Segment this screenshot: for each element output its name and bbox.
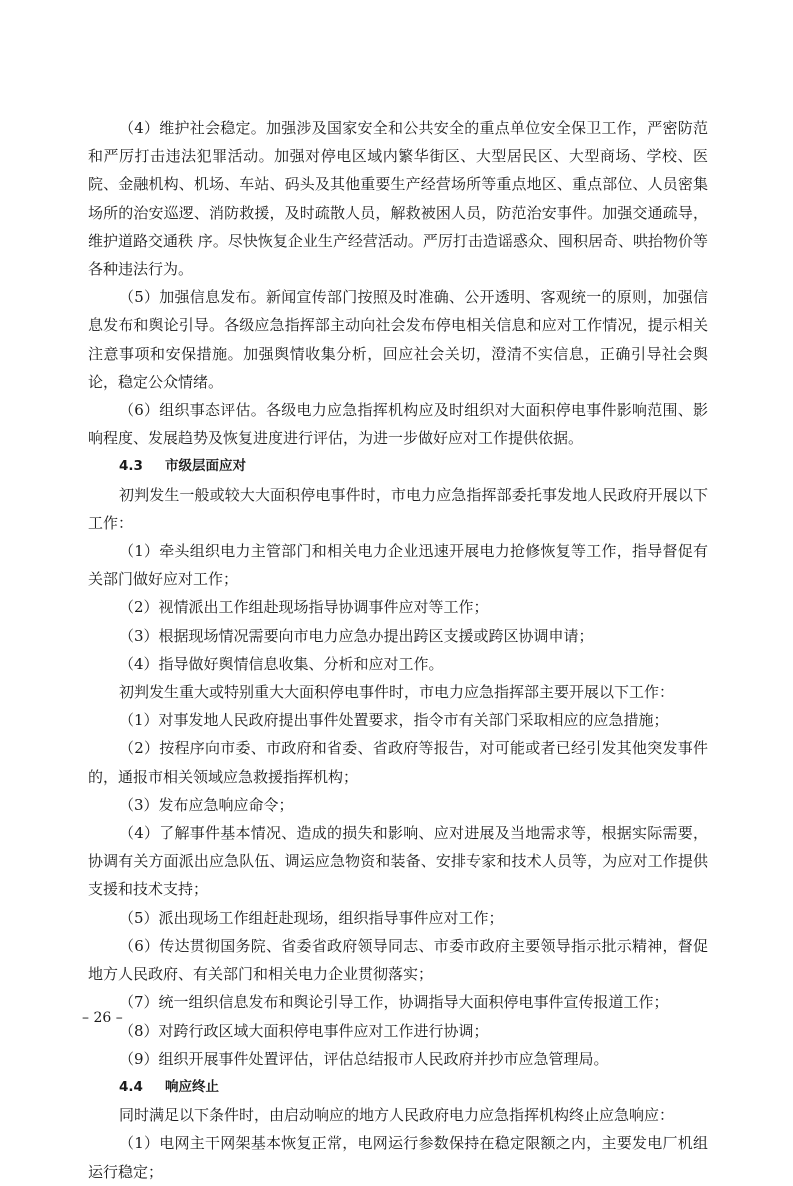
paragraph: （1）对事发地人民政府提出事件处置要求，指令市有关部门采取相应的应急措施； <box>119 711 669 730</box>
paragraph: （9）组织开展事件处置评估，评估总结报市人民政府并抄市应急管理局。 <box>119 1049 609 1068</box>
section-heading <box>88 1073 708 1101</box>
section-title: 市级层面应对 <box>165 458 246 475</box>
paragraph: （7）统一组织信息发布和舆论引导工作，协调指导大面积停电事件宣传报道工作； <box>119 993 669 1012</box>
paragraph: （2）按程序向市委、市政府和省委、省政府等报告，对可能或者已经引发其他突发事件的，通报市相关领域应急救援指挥机构； <box>88 739 708 786</box>
paragraph: （2）视情派出工作组赴现场指导协调事件应对等工作； <box>119 598 489 617</box>
paragraph: （6）组织事态评估。各级电力应急指挥机构应及时组织对大面积停电事件影响范围、影响程度、发展趋势及恢复进度进行评估，为进一步做好应对工作提供依据。 <box>88 401 708 448</box>
document-body <box>88 114 708 1186</box>
paragraph: （5）派出现场工作组赶赴现场，组织指导事件应对工作； <box>119 908 504 927</box>
paragraph: （4）指导做好舆情信息收集、分析和应对工作。 <box>119 654 444 673</box>
paragraph: 初判发生一般或较大大面积停电事件时，市电力应急指挥部委托事发地人民政府开展以下工作： <box>88 485 708 532</box>
paragraph: （3）根据现场情况需要向市电力应急办提出跨区支援或跨区协调申请； <box>119 626 594 645</box>
section-number: 4.3 <box>119 458 143 475</box>
paragraph: （1）电网主干网架基本恢复正常，电网运行参数保持在稳定限额之内，主要发电厂机组运行稳定； <box>88 1134 708 1181</box>
section-title: 响应终止 <box>165 1078 219 1095</box>
paragraph: （1）牵头组织电力主管部门和相关电力企业迅速开展电力抢修恢复等工作，指导督促有关部门做好应对工作； <box>88 542 708 589</box>
paragraph: 初判发生重大或特别重大大面积停电事件时，市电力应急指挥部主要开展以下工作： <box>119 683 675 702</box>
paragraph: （4）了解事件基本情况、造成的损失和影响、应对进展及当地需求等，根据实际需要，协调有关方面派出应急队伍、调运应急物资和装备、安排专家和技术人员等，为应对工作提供支援和技术支持； <box>88 824 708 899</box>
section-heading <box>88 452 708 480</box>
paragraph: （3）发布应急响应命令； <box>119 795 294 814</box>
paragraph: （8）对跨行政区域大面积停电事件应对工作进行协调； <box>119 1021 489 1040</box>
page-number: – 26 – <box>82 1010 123 1026</box>
paragraph: 同时满足以下条件时，由启动响应的地方人民政府电力应急指挥机构终止应急响应： <box>119 1106 675 1125</box>
paragraph: （4）维护社会稳定。加强涉及国家安全和公共安全的重点单位安全保卫工作，严密防范和严厉打击违法犯罪活动。加强对停电区域内繁华街区、大型居民区、大型商场、学校、医院、金融机构、机场、车站、码头及其他重要生产经营场所等重点地区、重点部位、人员密集场所的治安巡逻、消防救援，及时疏散人员，解救被困人员，防范治安事件。加强交通疏导，维护道路交通秩 序。尽快恢复企业生产经营活动。严厉打击造谣惑众、囤积居奇、哄抬物价等各种违法行为。 <box>88 119 708 279</box>
paragraph: （5）加强信息发布。新闻宣传部门按照及时准确、公开透明、客观统一的原则，加强信息发布和舆论引导。各级应急指挥部主动向社会发布停电相关信息和应对工作情况，提示相关注意事项和安保措施。加强舆情收集分析，回应社会关切，澄清不实信息，正确引导社会舆论，稳定公众情绪。 <box>88 288 708 391</box>
section-number: 4.4 <box>119 1078 143 1095</box>
paragraph: （6）传达贯彻国务院、省委省政府领导同志、市委市政府主要领导指示批示精神，督促地方人民政府、有关部门和相关电力企业贯彻落实； <box>88 936 708 984</box>
